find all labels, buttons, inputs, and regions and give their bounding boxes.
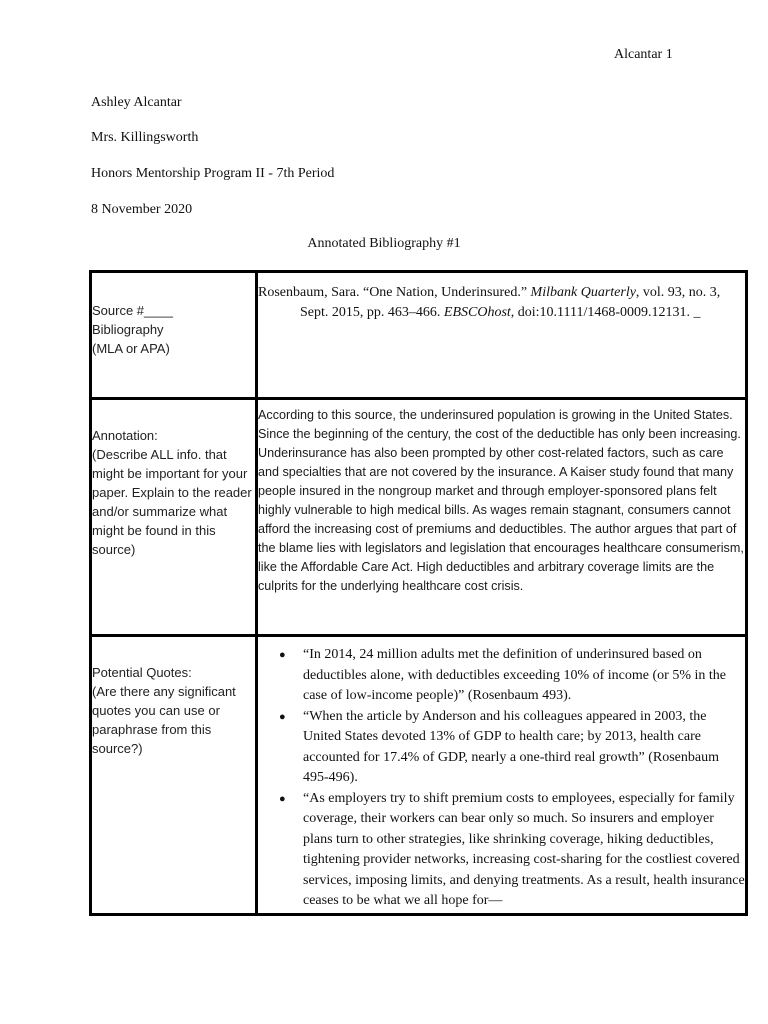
annotation-text: According to this source, the underinsured population is growing in the United States. Since the beginning of the century, the cost of the deductible has only been increasing. Underinsurance has also been prompted by other cost-related factors, such as care and specialties that are not covered by the insurance. A Kaiser study found that many people insured in the nongroup market and through employer-sponsored plans felt highly vulnerable to high medical bills. As wages remain stagnant, consumers cannot afford the increasing cost of premiums and deductibles. The author argues that part of the blame lies with legislators and legislation that encourages healthcare consumerism, like the Affordable Care Act. High deductibles and arbitrary coverage limits are the culprits for the underlying healthcare cost crisis. [258, 408, 744, 593]
quote-text: “As employers try to shift premium costs to employees, especially for family coverage, their workers can bear only so much. So insurers and employer plans turn to other strategies, like shrinking coverage, hiking deductibles, tightening provider networks, increasing cost-sharing for the costliest covered services, imposing limits, and denying treatments. As a result, health insurance ceases to be what we all hope for— [303, 790, 745, 908]
quote-text: “When the article by Anderson and his colleagues appeared in 2003, the United States devoted 13% of GDP to health care; by 2013, health care accounted for 17.4% of GDP, nearly a one-third real growth” (Rosenbaum 495-496). [303, 708, 719, 785]
source-row [91, 272, 747, 399]
bullet-icon: ● [279, 710, 286, 723]
citation-author-title: Rosenbaum, Sara. “One Nation, Underinsured.” [258, 285, 531, 300]
bullet-icon: ● [279, 792, 286, 805]
citation-journal: Milbank Quarterly [530, 285, 636, 300]
annotation-cell [257, 399, 747, 636]
bullet-icon: ● [279, 649, 286, 661]
citation-cell [257, 272, 747, 399]
page-number: Alcantar 1 [614, 47, 673, 62]
quote-item [258, 707, 745, 789]
quote-text: “In 2014, 24 million adults met the definition of underinsured based on deductibles alone, with deductibles exceeding 10% of income (or 5% in the case of low-income people)” (Rosenbaum 493). [303, 647, 726, 703]
source-number-label: Source #____ [92, 303, 173, 318]
quotes-cell [257, 636, 747, 915]
citation-database: EBSCOhost [443, 305, 511, 320]
document-title: Annotated Bibliography #1 [307, 236, 461, 251]
citation-style-label: (MLA or APA) [92, 341, 170, 356]
annotation-label-cell [91, 399, 257, 636]
quote-list [258, 637, 745, 912]
quote-item [258, 645, 745, 707]
source-label-cell [91, 272, 257, 399]
quotes-instructions: (Are there any significant quotes you can use or paraphrase from this source?) [92, 684, 236, 756]
course-name: Honors Mentorship Program II - 7th Period [91, 166, 335, 181]
quotes-row [91, 636, 747, 915]
quotes-label-cell [91, 636, 257, 915]
quote-item [258, 789, 745, 912]
student-name: Ashley Alcantar [91, 95, 182, 110]
citation-volume-pages: , vol. 93, no. 3, Sept. 2015, pp. 463–466. [300, 285, 721, 320]
bibliography-table [89, 270, 748, 916]
teacher-name: Mrs. Killingsworth [91, 130, 199, 145]
citation-doi: , doi:10.1111/1468-0009.12131. _ [510, 305, 701, 320]
annotation-instructions: (Describe ALL info. that might be important for your paper. Explain to the reader and/or summarize what might be found in this source) [92, 447, 252, 557]
annotation-row [91, 399, 747, 636]
annotation-label: Annotation: [92, 428, 158, 443]
document-date: 8 November 2020 [91, 202, 193, 217]
bibliography-label: Bibliography [92, 322, 164, 337]
quotes-label: Potential Quotes: [92, 665, 192, 680]
citation-text [258, 273, 745, 323]
